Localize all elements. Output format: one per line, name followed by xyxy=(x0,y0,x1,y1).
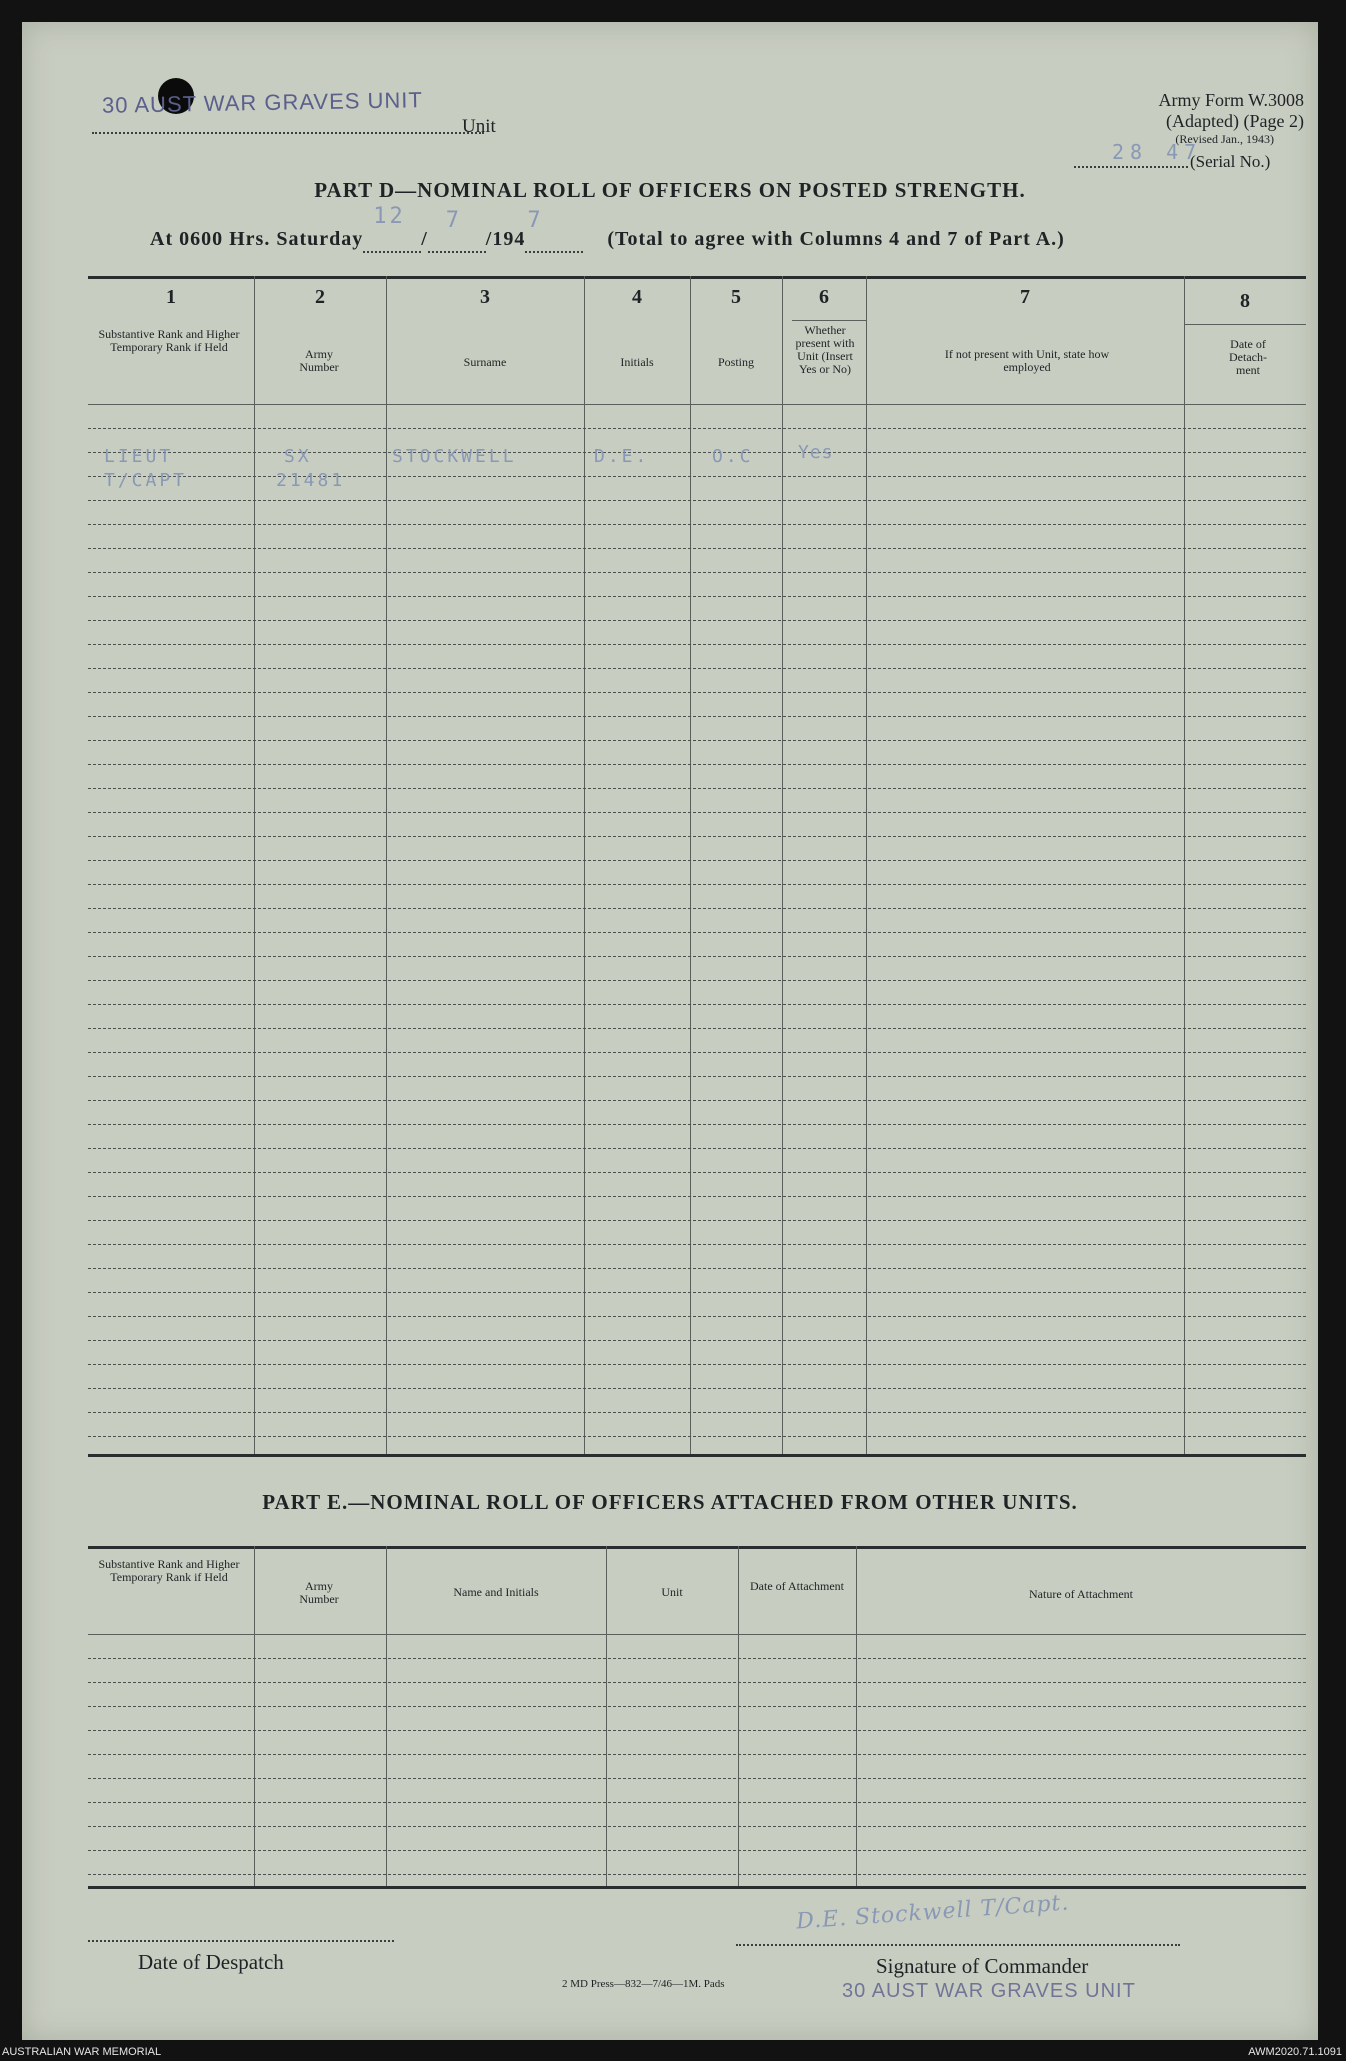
date-month: 7 xyxy=(445,208,463,233)
ruled-row-line xyxy=(88,452,1306,453)
print-line: 2 MD Press—832—7/46—1M. Pads xyxy=(562,1978,725,1990)
ruled-row-line xyxy=(88,788,1306,789)
ruled-row-line xyxy=(88,1826,1306,1827)
ruled-row-line xyxy=(88,1196,1306,1197)
ruled-row-line xyxy=(88,1076,1306,1077)
ruled-row-line xyxy=(88,836,1306,837)
ruled-row-line xyxy=(88,1730,1306,1731)
date-line: At 0600 Hrs. Saturday 12 / 7 /194 7 (Total to agree with Columns 4 and 7 of Part A.) xyxy=(150,228,1290,253)
e-header-rank: Substantive Rank and Higher Temporary Rank if Held xyxy=(98,1557,240,1584)
header-detachment: Date of Detach- ment xyxy=(1229,337,1267,377)
entry-number-1: SX xyxy=(284,446,312,467)
ruled-row-line xyxy=(88,1124,1306,1125)
col-number-2: 2 xyxy=(315,286,325,308)
col-number-6: 6 xyxy=(819,286,829,308)
ruled-row-line xyxy=(88,1754,1306,1755)
e-header-unit: Unit xyxy=(661,1585,683,1599)
ruled-row-line xyxy=(88,812,1306,813)
part-d-title: PART D—NOMINAL ROLL OF OFFICERS ON POSTED STRENGTH. xyxy=(314,178,1026,202)
serial-dotline xyxy=(1074,166,1188,168)
ruled-row-line xyxy=(88,1388,1306,1389)
despatch-dotline xyxy=(88,1940,394,1942)
date-year-digit: 7 xyxy=(527,208,544,233)
part-e-col-divider xyxy=(254,1546,255,1886)
part-e-title: PART E.—NOMINAL ROLL OF OFFICERS ATTACHED FROM OTHER UNITS. xyxy=(262,1490,1078,1514)
archive-credit: AUSTRALIAN WAR MEMORIAL xyxy=(2,2046,162,2058)
header-initials: Initials xyxy=(620,355,654,369)
ruled-row-line xyxy=(88,1874,1306,1875)
unit-dotline xyxy=(92,132,484,134)
part-e-col-divider xyxy=(606,1546,607,1886)
header-employed: If not present with Unit, state how employed xyxy=(944,347,1110,374)
ruled-row-line xyxy=(88,980,1306,981)
header-posting: Posting xyxy=(717,355,754,369)
ruled-row-line xyxy=(88,1706,1306,1707)
date-year-prefix: /194 xyxy=(485,228,526,250)
entry-rank-1: LIEUT xyxy=(104,446,174,467)
serial-label: (Serial No.) xyxy=(1190,152,1271,171)
signature-label: Signature of Commander xyxy=(876,1954,1089,1978)
ruled-row-line xyxy=(88,1028,1306,1029)
e-header-nature: Nature of Attachment xyxy=(1029,1587,1133,1601)
ruled-row-line xyxy=(88,1004,1306,1005)
entry-posting: O.C xyxy=(712,446,754,467)
ruled-row-line xyxy=(88,1268,1306,1269)
form-page xyxy=(22,22,1318,2040)
ruled-row-line xyxy=(88,1412,1306,1413)
entry-rank-2: T/CAPT xyxy=(104,470,188,491)
header-present: Whether present with Unit (Insert Yes or No) xyxy=(795,323,855,376)
part-d-num-rule-8 xyxy=(1184,324,1306,325)
ruled-row-line xyxy=(88,956,1306,957)
ruled-row-line xyxy=(88,1778,1306,1779)
ruled-row-line xyxy=(88,1658,1306,1659)
date-day: 12 xyxy=(373,204,406,229)
entry-number-2: 21481 xyxy=(276,470,346,491)
ruled-row-line xyxy=(88,1316,1306,1317)
ruled-row-line xyxy=(88,548,1306,549)
date-note: (Total to agree with Columns 4 and 7 of Part A.) xyxy=(607,228,1065,250)
ruled-row-line xyxy=(88,476,1306,477)
ruled-row-line xyxy=(88,1172,1306,1173)
ruled-row-line xyxy=(88,764,1306,765)
ruled-row-line xyxy=(88,932,1306,933)
col-number-8: 8 xyxy=(1240,290,1250,312)
part-d-column-headers xyxy=(22,318,1318,408)
serial-handwritten: 28 47 xyxy=(1112,140,1203,164)
archive-accession: AWM2020.71.1091 xyxy=(1248,2046,1342,2058)
despatch-label: Date of Despatch xyxy=(138,1950,284,1974)
ruled-row-line xyxy=(88,1052,1306,1053)
ruled-row-line xyxy=(88,620,1306,621)
ruled-row-line xyxy=(88,524,1306,525)
ruled-row-line xyxy=(88,428,1306,429)
part-e-column-headers xyxy=(22,1546,1318,1636)
col-number-4: 4 xyxy=(632,286,642,308)
part-e-bottom-rule xyxy=(88,1886,1306,1889)
ruled-row-line xyxy=(88,1148,1306,1149)
form-revised: (Revised Jan., 1943) xyxy=(1175,132,1274,146)
ruled-row-line xyxy=(88,1364,1306,1365)
e-header-name: Name and Initials xyxy=(453,1585,539,1599)
signature-handwritten: D.E. Stockwell T/Capt. xyxy=(795,1890,1071,1935)
ruled-row-line xyxy=(88,692,1306,693)
entry-surname: STOCKWELL xyxy=(392,446,517,467)
part-e-header-rule xyxy=(88,1634,1306,1635)
ruled-row-line xyxy=(88,1244,1306,1245)
ruled-row-line xyxy=(88,1682,1306,1683)
ruled-row-line xyxy=(88,1850,1306,1851)
header-surname: Surname xyxy=(463,355,507,369)
header-army-number: Army Number xyxy=(299,347,339,374)
unit-stamp: 30 AUST WAR GRAVES UNIT xyxy=(101,87,424,118)
part-d-header-rule xyxy=(88,404,1306,405)
col-number-3: 3 xyxy=(480,286,490,308)
header-rank: Substantive Rank and Higher Temporary Rank if Held xyxy=(98,327,240,354)
ruled-row-line xyxy=(88,1340,1306,1341)
col-number-1: 1 xyxy=(166,286,176,308)
ruled-row-line xyxy=(88,716,1306,717)
ruled-row-line xyxy=(88,500,1306,501)
ruled-row-line xyxy=(88,596,1306,597)
ruled-row-line xyxy=(88,668,1306,669)
part-e-col-divider xyxy=(386,1546,387,1886)
e-header-attachment-date: Date of Attachment xyxy=(750,1579,844,1593)
ruled-row-line xyxy=(88,860,1306,861)
form-adapted: (Adapted) (Page 2) xyxy=(1166,111,1304,131)
unit-label: Unit xyxy=(462,116,496,137)
ruled-row-line xyxy=(88,908,1306,909)
date-prefix: At 0600 Hrs. Saturday xyxy=(150,228,364,250)
col-number-5: 5 xyxy=(731,286,741,308)
ruled-row-line xyxy=(88,884,1306,885)
ruled-row-line xyxy=(88,644,1306,645)
part-d-num-rule xyxy=(792,320,866,321)
col-number-7: 7 xyxy=(1020,286,1030,308)
bottom-stamp: 30 AUST WAR GRAVES UNIT xyxy=(842,1980,1136,2002)
part-e-col-divider xyxy=(738,1546,739,1886)
part-d-column-numbers xyxy=(22,282,1318,318)
entry-present: Yes xyxy=(798,442,834,463)
signature-dotline xyxy=(736,1944,1180,1946)
entry-initials: D.E. xyxy=(594,446,650,467)
ruled-row-line xyxy=(88,740,1306,741)
part-d-bottom-rule xyxy=(88,1454,1306,1457)
ruled-row-line xyxy=(88,1436,1306,1437)
ruled-row-line xyxy=(88,572,1306,573)
form-reference xyxy=(1022,90,1304,147)
part-d-top-rule xyxy=(88,276,1306,279)
ruled-row-line xyxy=(88,1802,1306,1803)
form-number: Army Form W.3008 xyxy=(1158,90,1304,110)
part-e-col-divider xyxy=(856,1546,857,1886)
ruled-row-line xyxy=(88,1220,1306,1221)
e-header-army-number: Army Number xyxy=(299,1579,339,1606)
ruled-row-line xyxy=(88,1292,1306,1293)
ruled-row-line xyxy=(88,1100,1306,1101)
